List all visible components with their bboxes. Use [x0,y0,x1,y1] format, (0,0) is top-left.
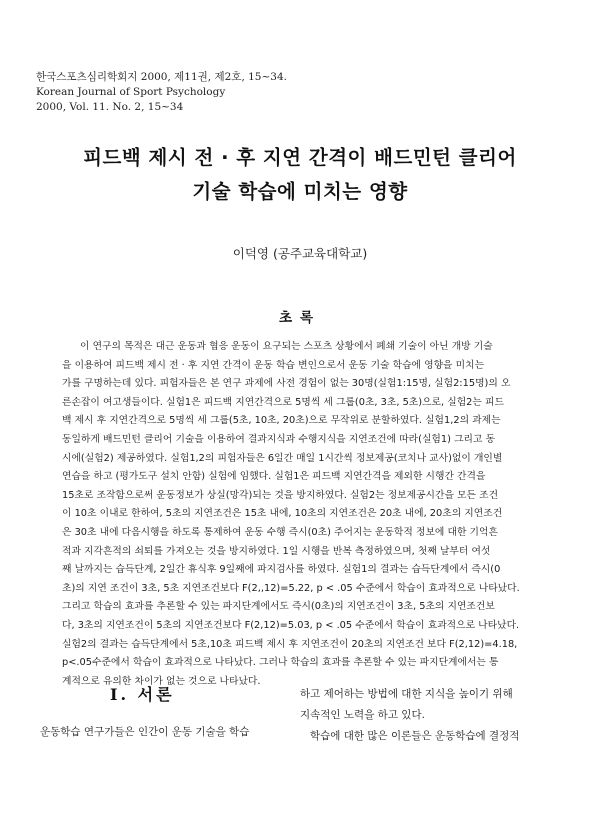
abstract-line: 은 30초 내에 다음시행을 하도록 통제하여 운동 수행 즉시(0초) 주어지는 운동학적 정보에 대한 기억흔 [62,526,498,538]
intro-right-line: 하고 제어하는 방법에 대한 지식을 높이기 위해 [300,688,513,700]
abstract-line: 른손잡이 여고생들이다. 실험1은 피드백 지연간격으로 5명씩 세 그룹(0초, 3초, 5초)으로, 실험2는 피드 [62,396,504,408]
abstract-line: 다, 3초의 지연조건이 5초의 지연조건보다 F(2,12)=5.03, p < .05 수준에서 학습이 효과적으로 나타났다. [62,619,520,631]
intro-right-line: 지속적인 노력을 하고 있다. [300,709,425,721]
abstract-body [62,338,534,691]
abstract-line: 15초로 조작함으로써 운동정보가 상실(망각)되는 것을 방지하였다. 실험2는 정보제공시간을 모든 조건 [62,489,499,501]
journal-name-english: Korean Journal of Sport Psychology [36,86,226,98]
abstract-line: 계적으로 유의한 차이가 없는 것으로 나타났다. [62,675,261,687]
abstract-line: 그리고 학습의 효과를 추론할 수 있는 파지단계에서도 즉시(0초)의 지연조건이 3초, 5초의 지연조건보 [62,601,495,613]
paper-title-line-2: 기술 학습에 미치는 영향 [192,180,408,203]
abstract-line: 실험2의 결과는 습득단계에서 5초,10초 피드백 제시 후 지연조건이 20초의 지연조건 보다 F(2,12)=4.18, [62,638,518,650]
abstract-line: 동일하게 배드민턴 클리어 기술을 이용하여 결과지식과 수행지식을 지연조건에 따라(실험1) 그리고 동 [62,433,496,445]
abstract-heading: 초록 [278,310,322,326]
journal-volume-info: 2000, Vol. 11. No. 2, 15~34 [36,101,184,113]
intro-right-column [300,684,550,747]
abstract-line: 백 제시 후 지연간격으로 5명씩 세 그룹(5초, 10초, 20초)으로 무작위로 분할하였다. 실험1,2의 과제는 [62,415,501,427]
intro-left-column-text: 운동학습 연구가들은 인간이 운동 기술을 학습 [40,726,250,738]
journal-citation-korean: 한국스포츠심리학회지 2000, 제11권, 제2호, 15~34. [36,71,287,83]
section-heading-introduction: Ⅰ. 서론 [110,685,175,704]
abstract-line: 째 날까지는 습득단계, 2일간 휴식후 9일째에 파지검사를 하였다. 실험1의 결과는 습득단계에서 즉시(0 [62,564,501,576]
abstract-line: 이 10초 이내로 한하여, 5초의 지연조건은 15초 내에, 10초의 지연조건은 20초 내에, 20초의 지연조건 [62,508,503,520]
abstract-line: 을 이용하여 피드백 제시 전 · 후 지연 간격이 운동 학습 변인으로서 운동 기술 학습에 영향을 미치는 [62,359,485,371]
paper-title [0,141,600,209]
abstract-line: 이 연구의 목적은 대근 운동과 협응 운동이 요구되는 스포츠 상황에서 폐쇄 기술이 아닌 개방 기술 [80,341,493,352]
abstract-line: 적과 지각흔적의 쇠퇴를 가져오는 것을 방지하였다. 1일 시행을 반복 측정하였으며, 첫째 날부터 여섯 [62,545,491,557]
intro-right-line: 학습에 대한 많은 이론들은 운동학습에 결정적 [310,730,520,742]
author-affiliation: 이덕영 (공주교육대학교) [232,246,368,261]
paper-title-line-1: 피드백 제시 전 · 후 지연 간격이 배드민턴 클리어 [83,146,517,169]
abstract-line: 연습을 하고 (평가도구 설치 안함) 실험에 임했다. 실험1은 피드백 지연간격을 제외한 시행간 간격을 [62,471,486,483]
abstract-line: 가를 구명하는데 있다. 피험자들은 본 연구 과제에 사전 경험이 없는 30명(실험1:15명, 실험2:15명)의 오 [62,378,511,390]
journal-header [36,70,287,115]
abstract-line: p<.05수준에서 학습이 효과적으로 나타났다. 그러나 학습의 효과를 추론할 수 있는 파지단계에서는 통 [62,657,499,669]
abstract-line: 시에(실험2) 제공하였다. 실험1,2의 피험자들은 6일간 매일 1시간씩 정보제공(코치나 교사)없이 개인별 [62,452,503,464]
abstract-line: 초)의 지연 조건이 3초, 5초 지연조건보다 F(2,,12)=5.22, p < .05 수준에서 학습이 효과적으로 나타났다. [62,582,520,594]
